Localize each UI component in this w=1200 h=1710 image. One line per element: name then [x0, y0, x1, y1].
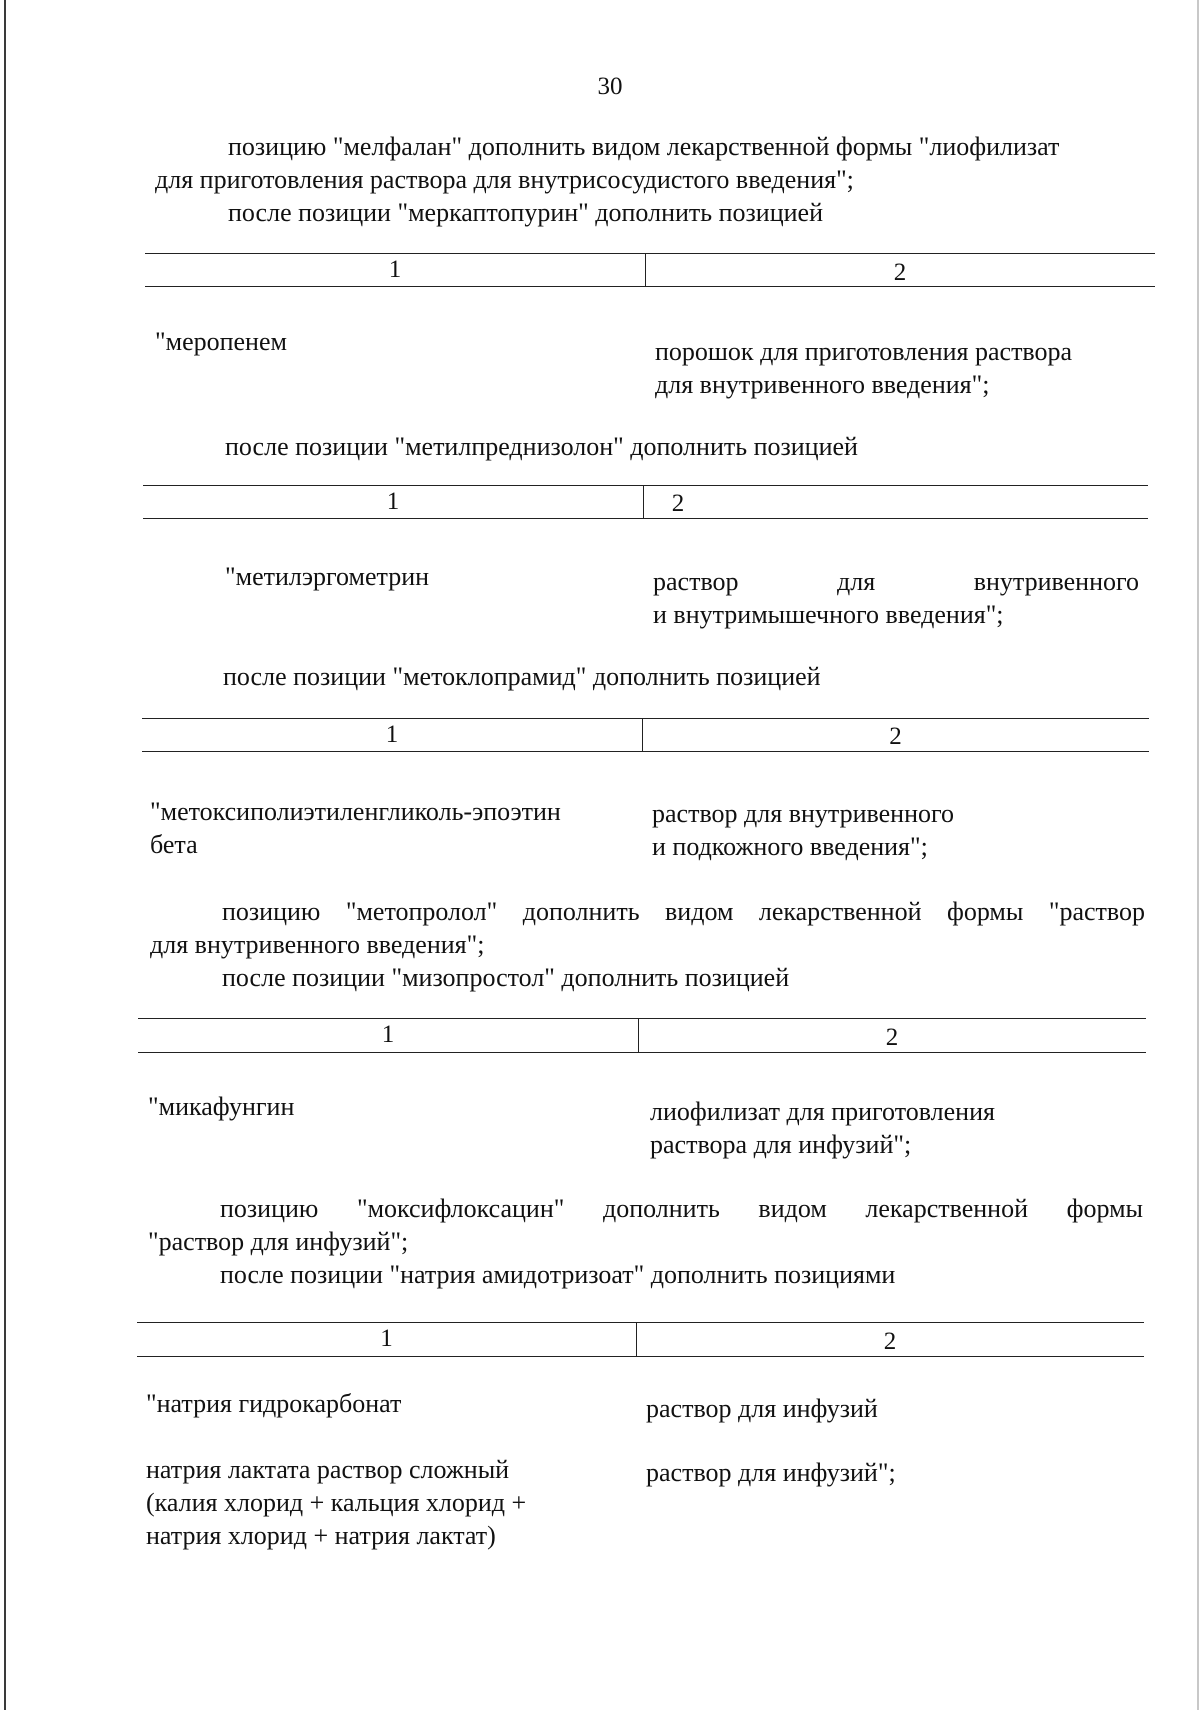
entry-name-line: натрия лактата раствор сложный: [146, 1455, 510, 1484]
paragraph-line: после позиции "метилпреднизолон" дополнить позицией: [225, 432, 858, 461]
table-header: [145, 253, 1155, 299]
entry-form-micafungin: [650, 1095, 1130, 1161]
entry-form-line: раствор для внутривенного: [652, 799, 954, 828]
entry-name: "меропенем: [155, 327, 287, 356]
page-number: 30: [597, 73, 623, 100]
paragraph-line: позицию "метопролол" дополнить видом лекарственной формы "раствор: [222, 897, 1145, 926]
paragraph-metoprolol: [150, 895, 1145, 994]
entry-form-line: раствор для внутривенного: [653, 567, 1139, 596]
paragraph-line: после позиции "натрия амидотризоат" дополнить позициями: [220, 1260, 896, 1289]
entry-form-line: лиофилизат для приготовления: [650, 1097, 995, 1126]
paragraph-methylprednisolone: [225, 430, 1125, 463]
paragraph-line: "раствор для инфузий";: [148, 1227, 409, 1256]
entry-form-line: и подкожного введения";: [652, 832, 928, 861]
entry-name-sodium-bicarbonate: [146, 1387, 626, 1420]
entry-form-methylergometrine: [653, 565, 1139, 631]
entry-form-line: и внутримышечного введения";: [653, 600, 1004, 629]
entry-name-epoetin-beta: [150, 795, 640, 861]
column-number-2: 2: [893, 259, 907, 286]
entry-name-line: натрия хлорид + натрия лактат): [146, 1521, 496, 1550]
column-number-1: 1: [381, 1021, 395, 1048]
paragraph-line: позицию "мелфалан" дополнить видом лекарственной формы "лиофилизат: [228, 132, 1060, 161]
table-header: [138, 1018, 1146, 1064]
paragraph-line: после позиции "мизопростол" дополнить позицией: [222, 963, 790, 992]
table-header: [142, 718, 1149, 764]
entry-form-sodium-bicarbonate: [646, 1392, 1126, 1425]
entry-name-line: "метоксиполиэтиленгликоль-эпоэтин: [150, 797, 561, 826]
column-number-2: 2: [885, 1024, 899, 1051]
entry-name-line: бета: [150, 830, 198, 859]
entry-name: "метилэргометрин: [225, 562, 430, 591]
column-number-2: 2: [671, 490, 685, 517]
scan-edge-left: [4, 0, 6, 1710]
paragraph-line: после позиции "меркаптопурин" дополнить позицией: [228, 198, 823, 227]
scan-edge-right: [1197, 0, 1199, 1710]
table-header: [137, 1322, 1144, 1368]
entry-form-line: раствор для инфузий";: [646, 1458, 896, 1487]
column-number-1: 1: [388, 256, 402, 283]
entry-form-line: раствора для инфузий";: [650, 1130, 912, 1159]
column-number-2: 2: [883, 1328, 897, 1355]
column-number-1: 1: [380, 1325, 393, 1352]
entry-name: "натрия гидрокарбонат: [146, 1389, 402, 1418]
entry-name-methylergometrine: [225, 560, 625, 593]
entry-form-epoetin-beta: [652, 797, 1132, 863]
entry-name-meropenem: [155, 325, 625, 358]
entry-name-line: (калия хлорид + кальция хлорид +: [146, 1488, 527, 1517]
paragraph-line: после позиции "метоклопрамид" дополнить позицией: [223, 662, 821, 691]
column-number-1: 1: [385, 721, 399, 748]
entry-form-meropenem: [655, 335, 1125, 401]
entry-name-micafungin: [148, 1090, 628, 1123]
paragraph-line: позицию "моксифлоксацин" дополнить видом лекарственной формы: [220, 1194, 1143, 1223]
column-divider: [643, 485, 644, 519]
entry-form-line: раствор для инфузий: [646, 1394, 878, 1423]
paragraph-line: для приготовления раствора для внутрисосудистого введения";: [155, 165, 854, 194]
entry-form-line: для внутривенного введения";: [655, 370, 990, 399]
entry-name-sodium-lactate: [146, 1453, 626, 1552]
entry-name: "микафунгин: [148, 1092, 295, 1121]
column-number-1: 1: [386, 488, 400, 515]
entry-form-line: порошок для приготовления раствора: [655, 337, 1073, 366]
table-header: [143, 485, 1148, 531]
table-rule-bottom: [143, 518, 1148, 519]
entry-form-sodium-lactate: [646, 1456, 1126, 1489]
paragraph-line: для внутривенного введения";: [150, 930, 485, 959]
paragraph-moxifloxacin: [148, 1192, 1143, 1291]
column-number-2: 2: [889, 723, 902, 750]
paragraph-melphalan: [155, 130, 1150, 229]
paragraph-metoclopramide: [223, 660, 1123, 693]
